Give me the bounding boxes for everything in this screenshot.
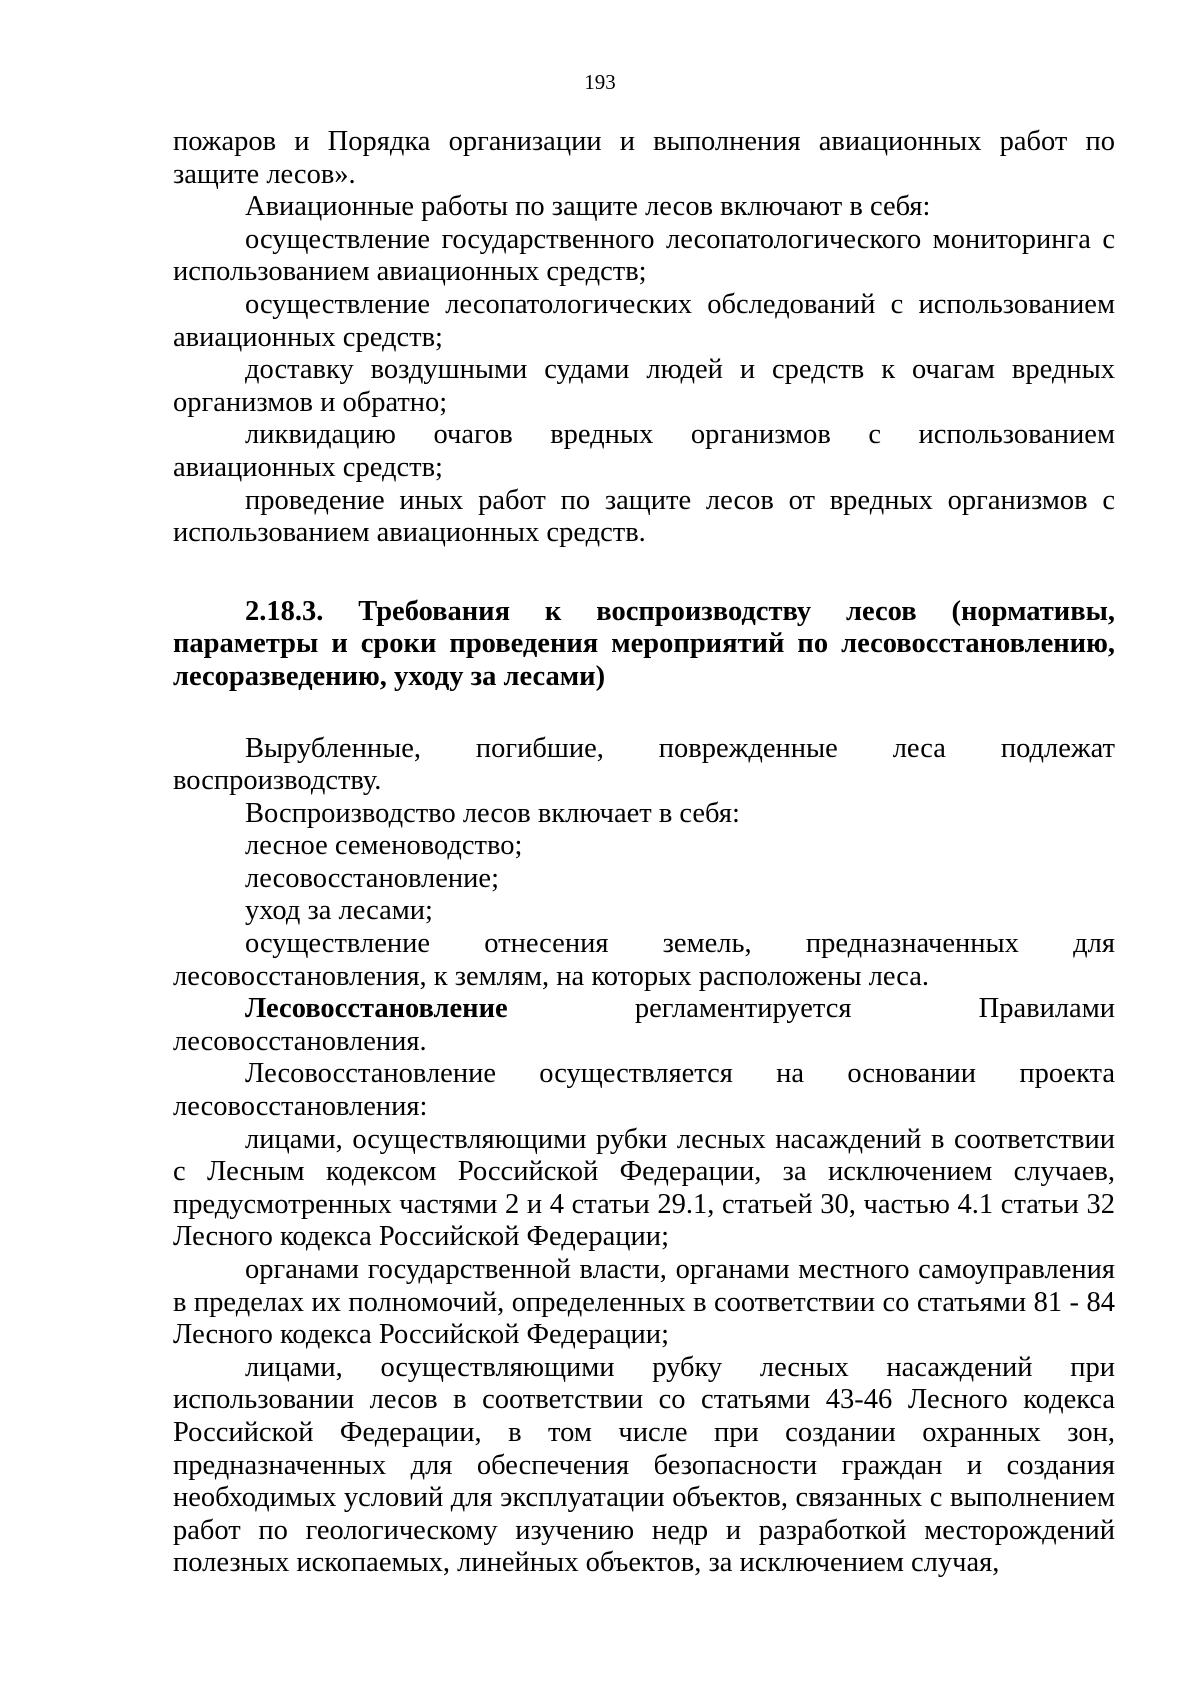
- paragraph-rules-text: регламентируется Правилами лесовосстановления.: [173, 993, 1115, 1057]
- list-item-authorities: органами государственной власти, органами местного самоуправления в пределах их полномочий, определенных в соответствии со статьями 81 - 84 Лесного кодекса Российской Федерации;: [173, 1254, 1115, 1351]
- bold-term: Лесовосстановление: [245, 993, 508, 1025]
- list-item-surveys: осуществление лесопатологических обследований с использованием авиационных средств;: [173, 288, 1115, 353]
- page-number: 193: [584, 70, 616, 94]
- list-item-forest-users: лицами, осуществляющими рубку лесных насаждений при использовании лесов в соответствии со статьями 43-46 Лесного кодекса Российской Федерации, в том числе при создании охранных зон, предназначенных для обеспечения безопасности граждан и создания необходимых условий для эксплуатации объектов, связанных с выполнением работ по геологическому изучению недр и разработкой месторождений полезных ископаемых, линейных объектов, за исключением случая,: [173, 1351, 1115, 1579]
- list-item-logging-entities: лицами, осуществляющими рубки лесных насаждений в соответствии с Лесным кодексом Российской Федерации, за исключением случаев, предусмотренных частями 2 и 4 статьи 29.1, статьей 30, частью 4.1 статьи 32 Лесного кодекса Российской Федерации;: [173, 1123, 1115, 1253]
- list-item-forest-care: уход за лесами;: [245, 895, 433, 927]
- list-item-seed-production: лесное семеноводство;: [245, 830, 523, 862]
- list-item-liquidation: ликвидацию очагов вредных организмов с использованием авиационных средств;: [173, 419, 1115, 483]
- paragraph-reforestation-basis: Лесовосстановление осуществляется на основании проекта лесовосстановления:: [173, 1058, 1115, 1123]
- list-item-land-assignment: осуществление отнесения земель, предназначенных для лесовосстановления, к землям, на которых расположены леса.: [173, 928, 1115, 992]
- list-item-delivery: доставку воздушными судами людей и средств к очагам вредных организмов и обратно;: [173, 354, 1115, 418]
- list-item-monitoring: осуществление государственного лесопатологического мониторинга с использованием авиационных средств;: [173, 223, 1115, 288]
- section-heading: 2.18.3. Требования к воспроизводству лесов (нормативы, параметры и сроки проведения мероприятий по лесовосстановлению, лесоразведению, уходу за лесами): [173, 595, 1115, 692]
- paragraph-reproduction-intro: Воспроизводство лесов включает в себя:: [245, 797, 740, 829]
- document-body: [173, 126, 1115, 1580]
- paragraph-reforestation-rules: [173, 993, 1115, 1058]
- list-item-other-works: проведение иных работ по защите лесов от вредных организмов с использованием авиационных средств.: [173, 484, 1115, 549]
- list-item-reforestation: лесовосстановление;: [245, 862, 499, 894]
- paragraph-aviation-intro: Авиационные работы по защите лесов включают в себя:: [245, 191, 931, 223]
- paragraph-reproduction: Вырубленные, погибшие, поврежденные леса подлежат воспроизводству.: [173, 732, 1115, 797]
- paragraph-continuation: пожаров и Порядка организации и выполнения авиационных работ по защите лесов».: [173, 126, 1115, 190]
